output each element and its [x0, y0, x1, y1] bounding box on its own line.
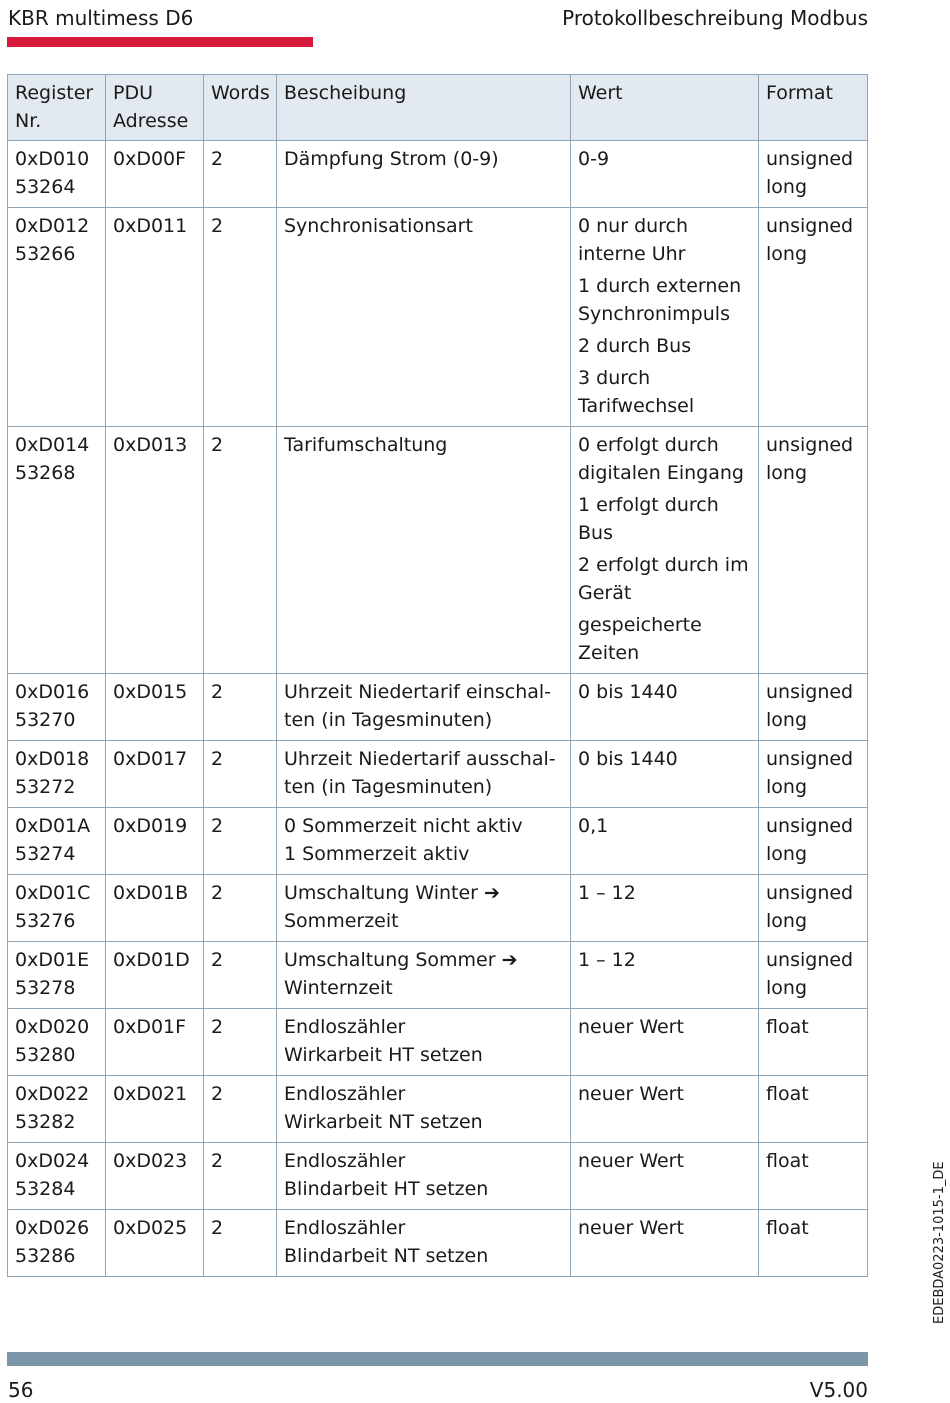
register-decimal: 53280	[15, 1044, 76, 1066]
register-decimal: 53274	[15, 843, 76, 865]
value-option: gespeicherte Zeiten	[578, 614, 702, 664]
value-option: 1 durch externen Synchronimpuls	[578, 275, 742, 325]
format-cell	[759, 141, 868, 208]
register-number-cell	[8, 1076, 106, 1143]
register-decimal: 53286	[15, 1245, 76, 1267]
table-header-row	[8, 75, 868, 141]
column-header-format: Format	[759, 75, 868, 141]
value-option: neuer Wert	[578, 1016, 684, 1038]
format-line: float	[766, 1150, 809, 1172]
table-row	[8, 875, 868, 942]
format-line: long	[766, 243, 808, 265]
register-number-cell	[8, 741, 106, 808]
format-line: unsigned	[766, 882, 854, 904]
document-product-name: KBR multimess D6	[8, 6, 194, 30]
description-cell	[277, 427, 571, 674]
value-option: 1 – 12	[578, 882, 636, 904]
value-option: neuer Wert	[578, 1217, 684, 1239]
format-line: long	[766, 462, 808, 484]
value-option: neuer Wert	[578, 1150, 684, 1172]
words-cell: 2	[204, 1009, 277, 1076]
table-row	[8, 141, 868, 208]
value-option: 2 durch Bus	[578, 335, 692, 357]
format-line: float	[766, 1217, 809, 1239]
format-cell	[759, 1076, 868, 1143]
description-line: Endloszähler	[284, 1016, 406, 1038]
register-hex: 0xD026	[15, 1217, 90, 1239]
description-line: Wirkarbeit HT setzen	[284, 1044, 483, 1066]
description-line: Uhrzeit Niedertarif einschal-	[284, 681, 552, 703]
description-line: Endloszähler	[284, 1217, 406, 1239]
register-hex: 0xD020	[15, 1016, 90, 1038]
description-line: Blindarbeit NT setzen	[284, 1245, 489, 1267]
document-version: V5.00	[809, 1378, 868, 1402]
register-number-cell	[8, 1210, 106, 1277]
format-line: unsigned	[766, 434, 854, 456]
format-cell	[759, 208, 868, 427]
description-cell	[277, 141, 571, 208]
words-cell: 2	[204, 674, 277, 741]
description-line: Umschaltung Winter ➔	[284, 882, 500, 904]
register-hex: 0xD024	[15, 1150, 90, 1172]
description-line: Endloszähler	[284, 1083, 406, 1105]
description-cell	[277, 1009, 571, 1076]
register-number-cell	[8, 208, 106, 427]
format-cell	[759, 1143, 868, 1210]
register-number-cell	[8, 808, 106, 875]
register-decimal: 53284	[15, 1178, 76, 1200]
column-header-value: Wert	[571, 75, 759, 141]
pdu-address-cell: 0xD021	[106, 1076, 204, 1143]
register-table-container	[7, 74, 867, 1277]
table-row	[8, 942, 868, 1009]
format-line: unsigned	[766, 681, 854, 703]
page-number: 56	[8, 1378, 34, 1402]
words-cell: 2	[204, 208, 277, 427]
words-cell: 2	[204, 141, 277, 208]
value-option: 0 bis 1440	[578, 681, 678, 703]
value-option: 0 bis 1440	[578, 748, 678, 770]
pdu-address-cell: 0xD017	[106, 741, 204, 808]
description-line: ten (in Tagesminuten)	[284, 776, 493, 798]
register-decimal: 53270	[15, 709, 76, 731]
register-hex: 0xD018	[15, 748, 90, 770]
format-line: unsigned	[766, 748, 854, 770]
value-cell	[571, 741, 759, 808]
value-option: 3 durch Tarifwechsel	[578, 367, 695, 417]
format-cell	[759, 741, 868, 808]
format-cell	[759, 942, 868, 1009]
format-line: long	[766, 176, 808, 198]
pdu-address-cell: 0xD00F	[106, 141, 204, 208]
description-cell	[277, 1210, 571, 1277]
words-cell: 2	[204, 1210, 277, 1277]
words-cell: 2	[204, 942, 277, 1009]
format-line: float	[766, 1083, 809, 1105]
register-decimal: 53272	[15, 776, 76, 798]
words-cell: 2	[204, 1143, 277, 1210]
value-cell	[571, 1143, 759, 1210]
format-line: unsigned	[766, 815, 854, 837]
description-line: 1 Sommerzeit aktiv	[284, 843, 470, 865]
register-number-cell	[8, 427, 106, 674]
register-number-cell	[8, 141, 106, 208]
format-cell	[759, 427, 868, 674]
format-cell	[759, 875, 868, 942]
value-cell	[571, 141, 759, 208]
pdu-address-cell: 0xD011	[106, 208, 204, 427]
value-option: 0,1	[578, 815, 609, 837]
value-cell	[571, 427, 759, 674]
footer-bar	[7, 1352, 868, 1366]
register-decimal: 53276	[15, 910, 76, 932]
table-row	[8, 1210, 868, 1277]
register-decimal: 53282	[15, 1111, 76, 1133]
value-cell	[571, 1076, 759, 1143]
register-number-cell	[8, 1143, 106, 1210]
description-line: ten (in Tagesminuten)	[284, 709, 493, 731]
table-row	[8, 1143, 868, 1210]
register-decimal: 53278	[15, 977, 76, 999]
register-hex: 0xD014	[15, 434, 90, 456]
description-cell	[277, 875, 571, 942]
table-row	[8, 1076, 868, 1143]
table-row	[8, 427, 868, 674]
register-hex: 0xD012	[15, 215, 90, 237]
value-cell	[571, 1210, 759, 1277]
description-cell	[277, 208, 571, 427]
register-hex: 0xD010	[15, 148, 90, 170]
format-line: long	[766, 977, 808, 999]
column-header-description: Bescheibung	[277, 75, 571, 141]
register-hex: 0xD01C	[15, 882, 91, 904]
format-cell	[759, 1210, 868, 1277]
description-line: Uhrzeit Niedertarif ausschal-	[284, 748, 556, 770]
pdu-address-cell: 0xD019	[106, 808, 204, 875]
description-line: Blindarbeit HT setzen	[284, 1178, 489, 1200]
table-row	[8, 808, 868, 875]
register-decimal: 53264	[15, 176, 76, 198]
value-option: 2 erfolgt durch im Gerät	[578, 554, 749, 604]
format-line: long	[766, 843, 808, 865]
format-line: unsigned	[766, 215, 854, 237]
description-line: Endloszähler	[284, 1150, 406, 1172]
description-line: Synchronisationsart	[284, 215, 473, 237]
value-option: neuer Wert	[578, 1083, 684, 1105]
value-option: 0 erfolgt durch digitalen Eingang	[578, 434, 744, 484]
words-cell: 2	[204, 427, 277, 674]
table-row	[8, 1009, 868, 1076]
document-section-title: Protokollbeschreibung Modbus	[562, 6, 868, 30]
register-hex: 0xD01A	[15, 815, 91, 837]
format-line: unsigned	[766, 148, 854, 170]
description-line: Tarifumschaltung	[284, 434, 448, 456]
description-line: Dämpfung Strom (0-9)	[284, 148, 499, 170]
register-number-cell	[8, 875, 106, 942]
format-line: float	[766, 1016, 809, 1038]
words-cell: 2	[204, 1076, 277, 1143]
register-table	[7, 74, 868, 1277]
description-cell	[277, 1076, 571, 1143]
value-option: 1 – 12	[578, 949, 636, 971]
format-line: long	[766, 910, 808, 932]
description-cell	[277, 741, 571, 808]
description-cell	[277, 942, 571, 1009]
register-hex: 0xD022	[15, 1083, 90, 1105]
pdu-address-cell: 0xD023	[106, 1143, 204, 1210]
pdu-address-cell: 0xD01B	[106, 875, 204, 942]
value-option: 0 nur durch interne Uhr	[578, 215, 689, 265]
pdu-address-cell: 0xD01D	[106, 942, 204, 1009]
value-cell	[571, 875, 759, 942]
register-hex: 0xD016	[15, 681, 90, 703]
description-cell	[277, 674, 571, 741]
pdu-address-cell: 0xD013	[106, 427, 204, 674]
value-option: 1 erfolgt durch Bus	[578, 494, 719, 544]
format-line: long	[766, 709, 808, 731]
register-number-cell	[8, 674, 106, 741]
value-cell	[571, 942, 759, 1009]
table-row	[8, 741, 868, 808]
register-hex: 0xD01E	[15, 949, 90, 971]
value-option: 0-9	[578, 148, 610, 170]
description-line: 0 Sommerzeit nicht aktiv	[284, 815, 523, 837]
table-row	[8, 674, 868, 741]
words-cell: 2	[204, 875, 277, 942]
format-line: unsigned	[766, 949, 854, 971]
column-header-register: Register Nr.	[8, 75, 106, 141]
format-cell	[759, 674, 868, 741]
column-header-pdu: PDU Adresse	[106, 75, 204, 141]
words-cell: 2	[204, 808, 277, 875]
table-row	[8, 208, 868, 427]
format-cell	[759, 808, 868, 875]
register-number-cell	[8, 1009, 106, 1076]
description-line: Sommerzeit	[284, 910, 399, 932]
description-cell	[277, 808, 571, 875]
description-line: Umschaltung Sommer ➔	[284, 949, 518, 971]
register-decimal: 53268	[15, 462, 76, 484]
value-cell	[571, 1009, 759, 1076]
format-cell	[759, 1009, 868, 1076]
table-body	[8, 141, 868, 1277]
value-cell	[571, 208, 759, 427]
column-header-words: Words	[204, 75, 277, 141]
pdu-address-cell: 0xD015	[106, 674, 204, 741]
header-accent-bar	[7, 37, 313, 47]
format-line: long	[766, 776, 808, 798]
register-number-cell	[8, 942, 106, 1009]
description-cell	[277, 1143, 571, 1210]
register-decimal: 53266	[15, 243, 76, 265]
description-line: Wirkarbeit NT setzen	[284, 1111, 483, 1133]
words-cell: 2	[204, 741, 277, 808]
description-line: Winternzeit	[284, 977, 393, 999]
value-cell	[571, 674, 759, 741]
document-code: EDEBDA0223-1015-1_DE	[932, 1161, 947, 1324]
pdu-address-cell: 0xD01F	[106, 1009, 204, 1076]
pdu-address-cell: 0xD025	[106, 1210, 204, 1277]
value-cell	[571, 808, 759, 875]
